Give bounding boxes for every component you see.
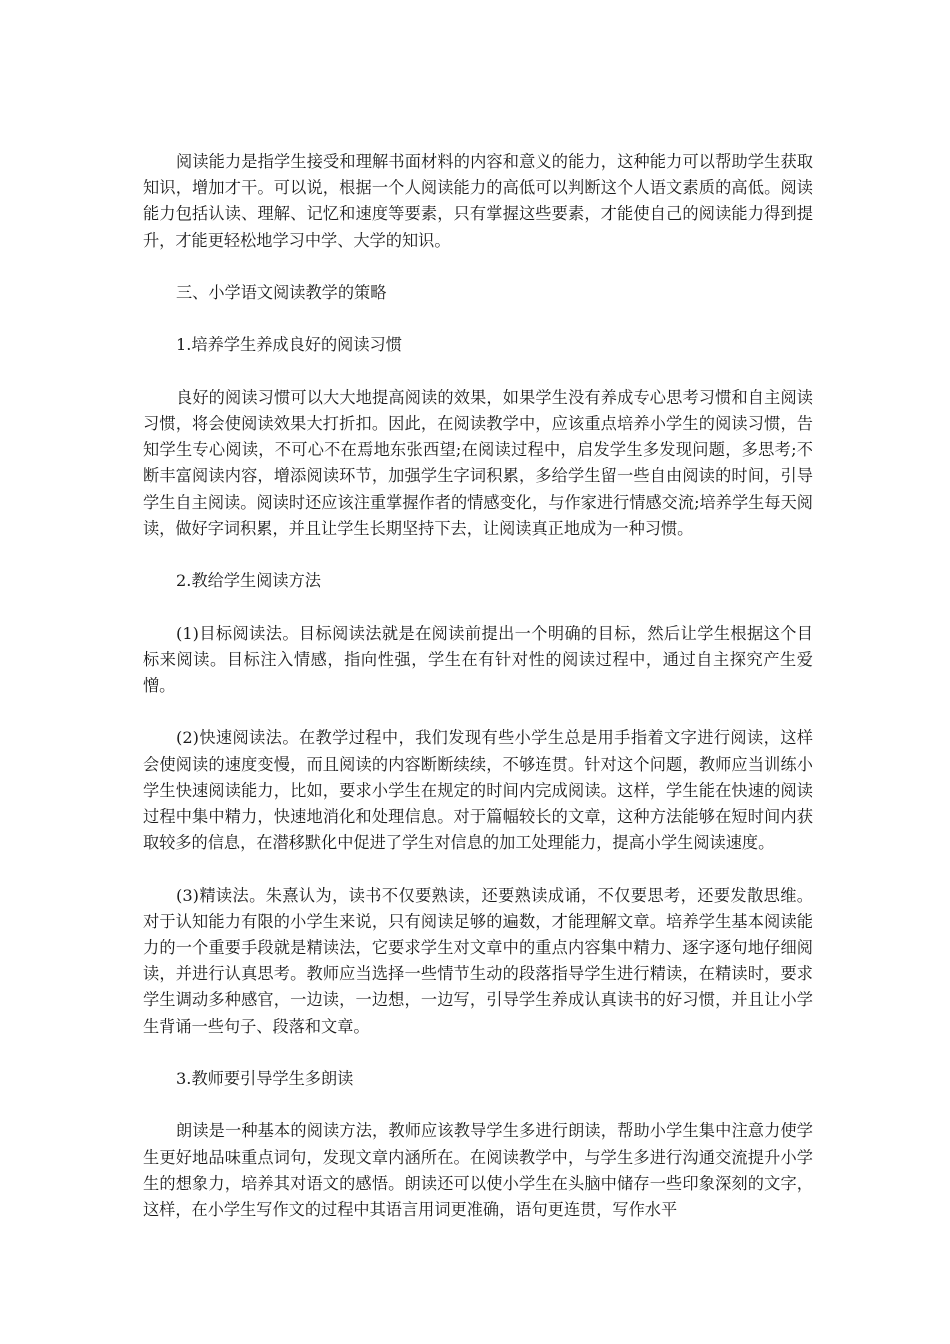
paragraph-reading-aloud: 朗读是一种基本的阅读方法，教师应该教导学生多进行朗读，帮助小学生集中注意力使学生更好地品味重点词句，发现文章内涵所在。在阅读教学中，与学生多进行沟通交流提升小学生的想象力，培养其对语文的感悟。朗读还可以使小学生在头脑中储存一些印象深刻的文字，这样，在小学生写作文的过程中其语言用词更准确，语句更连贯，写作水平: [143, 1121, 813, 1219]
paragraph-intensive-reading: (3)精读法。朱熹认为，读书不仅要熟读，还要熟读成诵，不仅要思考，还要发散思维。对于认知能力有限的小学生来说，只有阅读足够的遍数，才能理解文章。培养学生基本阅读能力的一个重要手段就是精读法，它要求学生对文章中的重点内容集中精力、逐字逐句地仔细阅读，并进行认真思考。教师应当选择一些情节生动的段落指导学生进行精读，在精读时，要求学生调动多种感官，一边读，一边想，一边写，引导学生养成认真读书的好习惯，并且让小学生背诵一些句子、段落和文章。: [143, 885, 813, 1036]
paragraph-fast-reading: (2)快速阅读法。在教学过程中，我们发现有些小学生总是用手指着文字进行阅读，这样会使阅读的速度变慢，而且阅读的内容断断续续，不够连贯。针对这个问题，教师应当训练小学生快速阅读能力，比如，要求小学生在规定的时间内完成阅读。这样，学生能在快速的阅读过程中集中精力，快速地消化和处理信息。对于篇幅较长的文章，这种方法能够在短时间内获取较多的信息，在潜移默化中促进了学生对信息的加工处理能力，提高小学生阅读速度。: [143, 728, 813, 853]
paragraph-reading-habits: 良好的阅读习惯可以大大地提高阅读的效果，如果学生没有养成专心思考习惯和自主阅读习惯，将会使阅读效果大打折扣。因此，在阅读教学中，应该重点培养小学生的阅读习惯，告知学生专心阅读，不可心不在焉地东张西望;在阅读过程中，启发学生多发现问题，多思考;不断丰富阅读内容，增添阅读环节，加强学生字词积累，多给学生留一些自由阅读的时间，引导学生自主阅读。阅读时还应该注重掌握作者的情感变化，与作家进行情感交流;培养学生每天阅读，做好字词积累，并且让学生长期坚持下去，让阅读真正地成为一种习惯。: [143, 387, 813, 538]
subheading-reading-aloud: 3.教师要引导学生多朗读: [176, 1068, 354, 1088]
paragraph-reading-ability: 阅读能力是指学生接受和理解书面材料的内容和意义的能力，这种能力可以帮助学生获取知识，增加才干。可以说，根据一个人阅读能力的高低可以判断这个人语文素质的高低。阅读能力包括认读、理解、记忆和速度等要素，只有掌握这些要素，才能使自己的阅读能力得到提升，才能更轻松地学习中学、大学的知识。: [143, 152, 813, 250]
paragraph-target-reading: (1)目标阅读法。目标阅读法就是在阅读前提出一个明确的目标，然后让学生根据这个目标来阅读。目标注入情感，指向性强，学生在有针对性的阅读过程中，通过自主探究产生爱憎。: [143, 623, 813, 695]
section-heading-strategies: 三、小学语文阅读教学的策略: [176, 283, 387, 302]
document-body: [143, 149, 813, 1223]
subheading-reading-methods: 2.教给学生阅读方法: [176, 571, 321, 591]
subheading-reading-habits: 1.培养学生养成良好的阅读习惯: [176, 335, 402, 355]
